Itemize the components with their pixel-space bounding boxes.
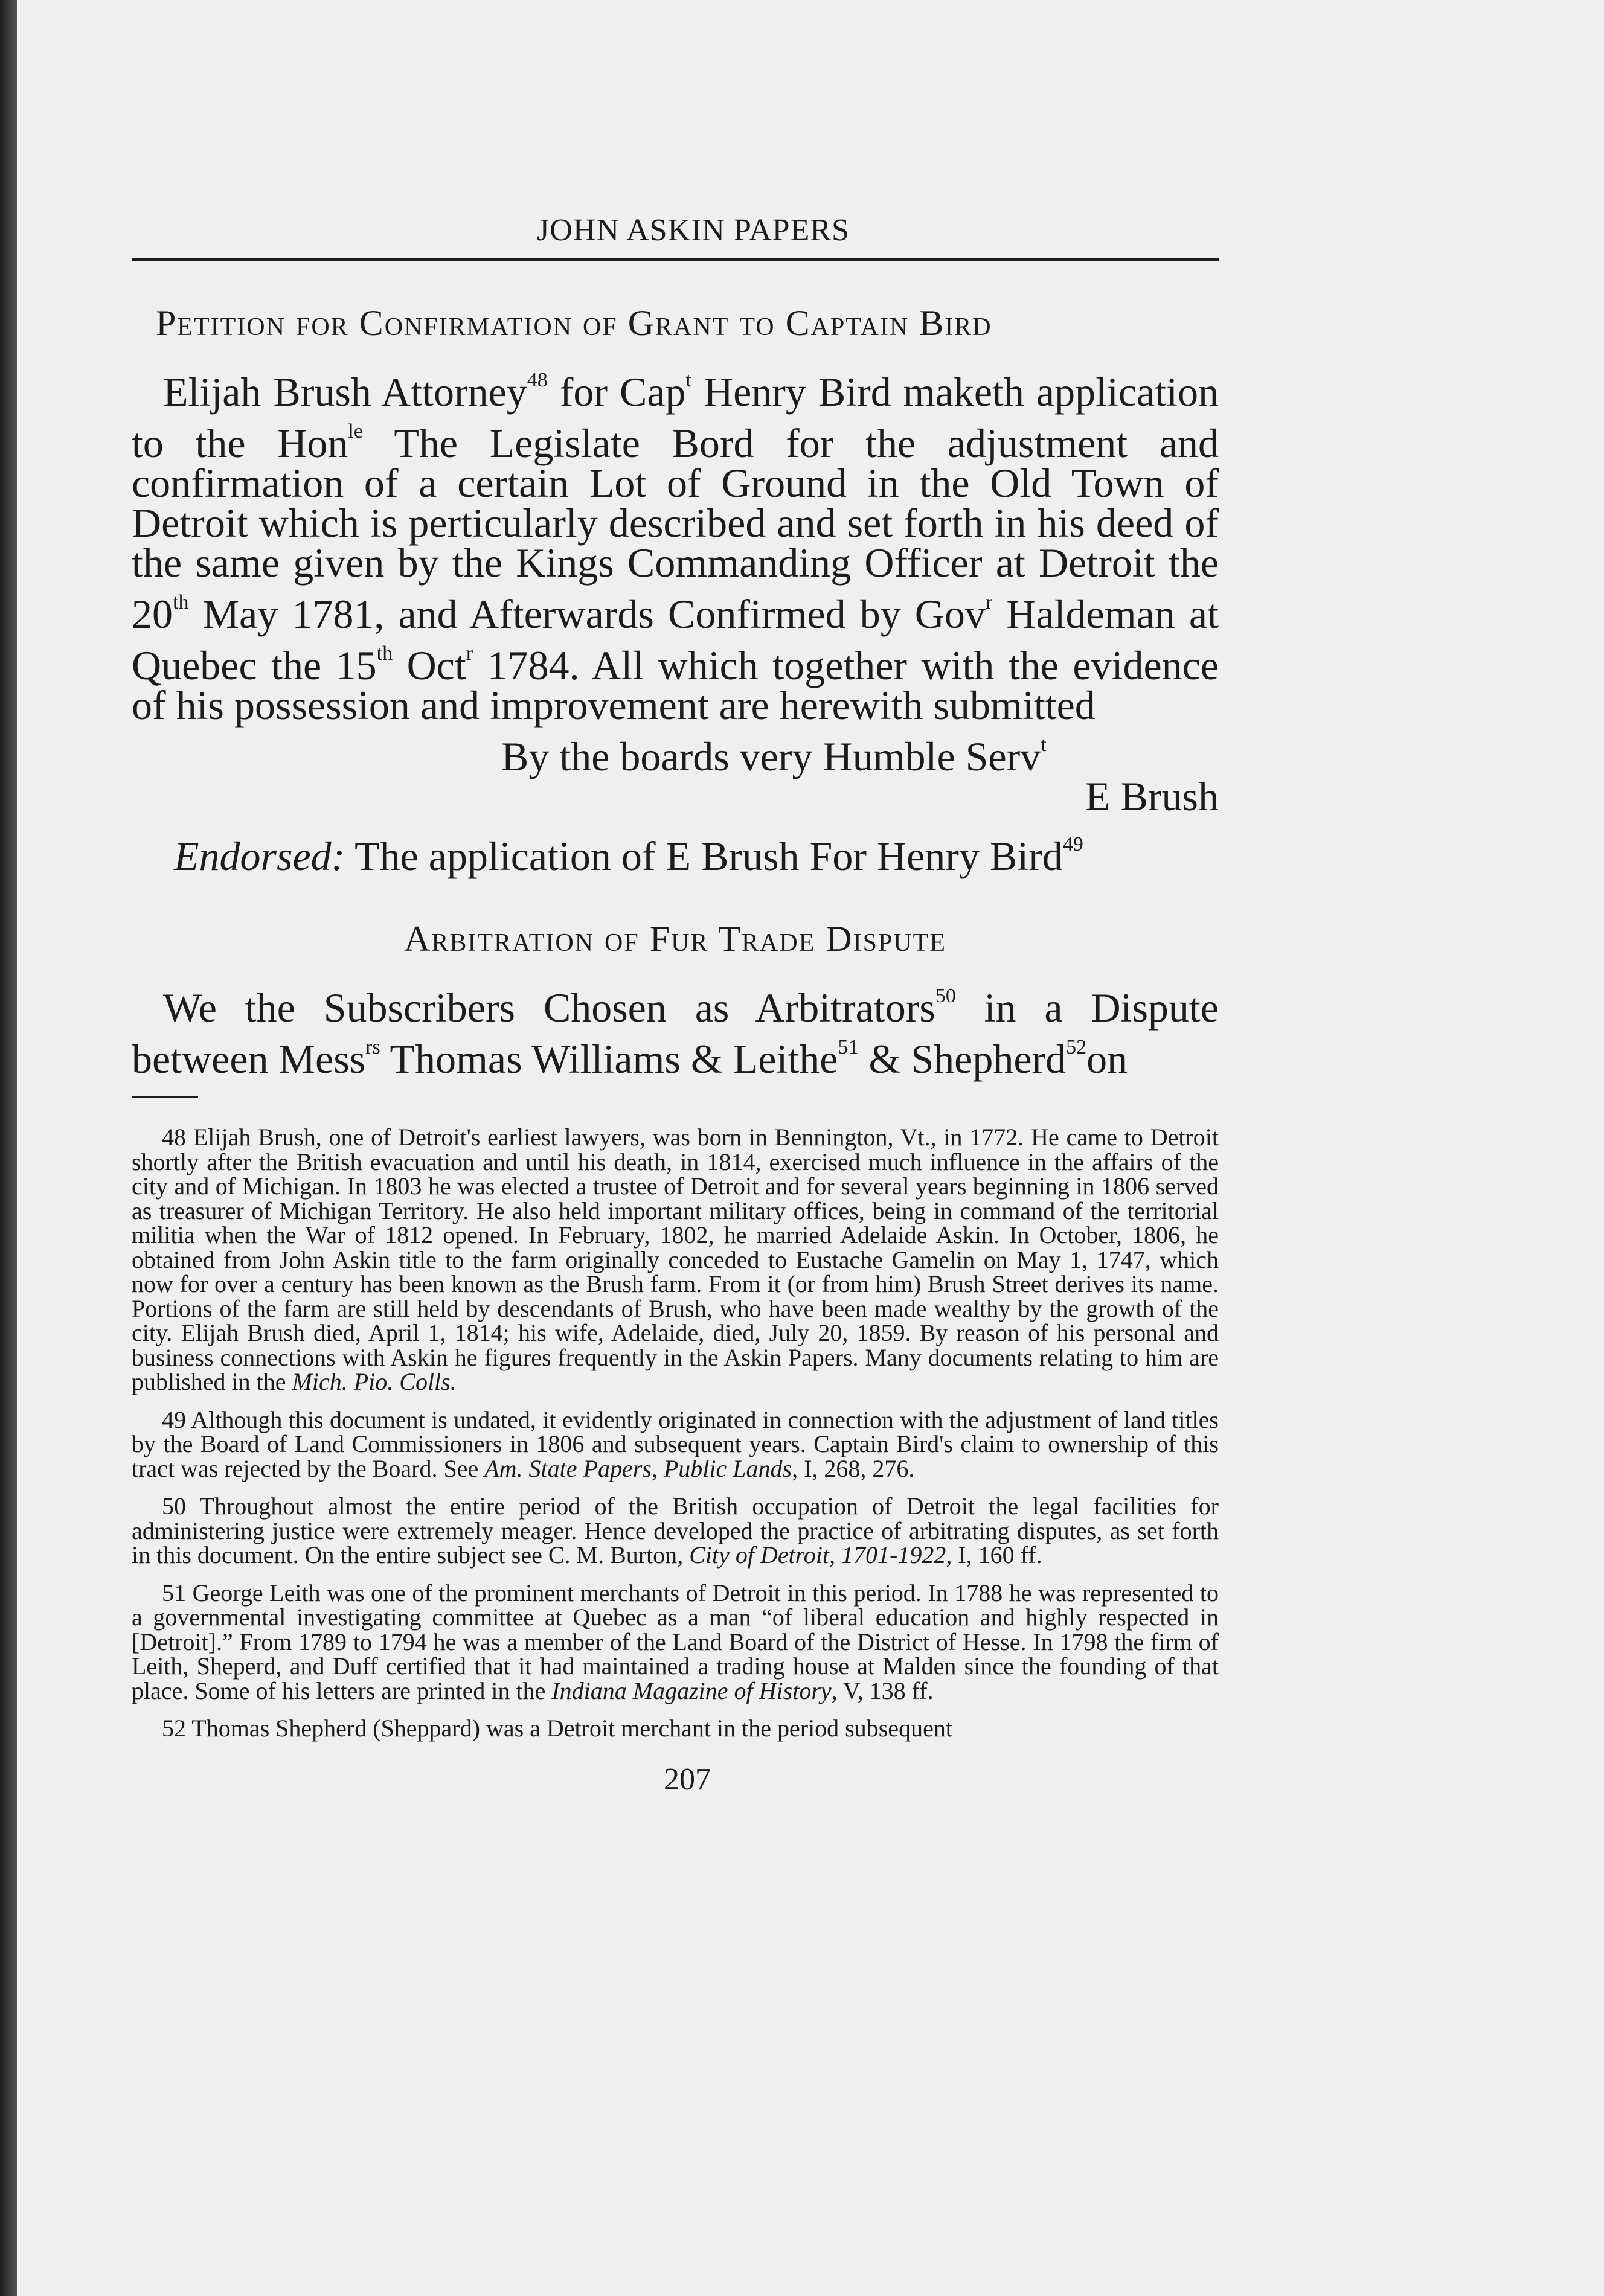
closing-text: By the boards very Humble Serv	[501, 734, 1041, 779]
note-ref-50: 50	[935, 985, 956, 1007]
footnote-text: Although this document is undated, it evidently originated in connection with the adjustment of land titles by the Board of Land Commissioners in 1806 and subsequent years. Captain Bird's claim to ownership of this tract was rejected by the Board. See	[132, 1405, 1219, 1482]
superscript-abbrev: rs	[365, 1036, 380, 1058]
footnote-49	[132, 1405, 1219, 1482]
arbitration-text: on	[1086, 1036, 1128, 1082]
superscript-abbrev: r	[985, 591, 993, 613]
footnote-text: Elijah Brush, one of Detroit's earliest lawyers, was born in Bennington, Vt., in 1772. He came to Detroit shortly after the British evacuation and until his death, in 1814, exercised much influence in the affairs of the city and of Michigan. In 1803 he was elected a trustee of Detroit and for several years beginning in 1806 served as treasurer of Michigan Territory. He also held important military offices, being in command of the territorial militia when the War of 1812 opened. In February, 1802, he married Adelaide Askin. In October, 1806, he obtained from John Askin title to the farm originally conceded to Eustache Gamelin on May 1, 1747, which now for over a century has been known as the Brush farm. From it (or from him) Brush Street derives its name. Portions of the farm are still held by descendants of Brush, who have been made wealthy by the growth of the city. Elijah Brush died, April 1, 1814; his wife, Adelaide, died, July 20, 1859. By reason of his personal and business connections with Askin he figures frequently in the Askin Papers. Many documents relating to him are published in the	[132, 1124, 1219, 1395]
header-rule	[132, 258, 1219, 261]
running-head: JOHN ASKIN PAPERS	[537, 213, 850, 248]
arbitration-text: in a Dispute between Mess	[132, 985, 1219, 1082]
note-ref-49: 49	[1062, 833, 1083, 855]
section-title-arbitration: Arbitration of Fur Trade Dispute	[404, 919, 946, 959]
endorsed-label: Endorsed:	[174, 833, 345, 879]
footnote-50	[132, 1494, 1219, 1568]
footnote-number: 50	[162, 1492, 186, 1520]
scan-edge-shadow	[0, 0, 18, 2296]
endorsement	[132, 825, 1219, 879]
petition-text: Elijah Brush Attorney	[163, 369, 527, 415]
petition-text: May 1781, and Afterwards Confirmed by Gov	[188, 591, 986, 637]
footnote-citation: Mich. Pio. Colls.	[292, 1368, 457, 1395]
footnote-citation: Indiana Magazine of History	[551, 1677, 832, 1704]
petition-text: Haldeman at Quebec the 15	[132, 591, 1219, 688]
footnote-text: , I, 268, 276.	[792, 1454, 915, 1482]
footnote-52	[132, 1716, 1219, 1741]
superscript-abbrev: le	[348, 420, 363, 443]
petition-text: for Cap	[547, 369, 686, 415]
footnote-text: Thomas Shepherd (Sheppard) was a Detroit merchant in the period subsequent	[191, 1715, 952, 1742]
arbitration-body	[132, 976, 1219, 1082]
arbitration-text: We the Subscribers Chosen as Arbitrators	[163, 985, 935, 1031]
section-title-petition: Petition for Confirmation of Grant to Captain Bird	[156, 303, 992, 343]
footnote-text: George Leith was one of the prominent merchants of Detroit in this period. In 1788 he was represented to a governmental investigating committee at Quebec as a man “of liberal education and highly respected in [Detroit].” From 1789 to 1794 he was a member of the Land Board of the District of Hesse. In 1798 the firm of Leith, Sheperd, and Duff certified that it had maintained a trading house at Malden since the founding of that place. Some of his letters are printed in the	[132, 1579, 1219, 1704]
superscript-abbrev: t	[685, 369, 692, 391]
footnotes	[132, 1125, 1219, 1741]
petition-text: 1784. All which together with the evidence of his possession and improvement are herewith submitted	[132, 642, 1219, 728]
footnote-text: , I, 160 ff.	[946, 1541, 1042, 1569]
footnote-rule	[132, 1096, 198, 1098]
arbitration-text: Thomas Williams & Leithe	[380, 1036, 838, 1082]
superscript-abbrev: r	[466, 642, 473, 665]
footnote-number: 48	[162, 1124, 186, 1151]
page-content	[132, 205, 1219, 1797]
superscript-abbrev: th	[173, 591, 189, 613]
note-ref-48: 48	[527, 369, 548, 391]
note-ref-51: 51	[838, 1036, 859, 1058]
footnote-48	[132, 1125, 1219, 1395]
footnote-number: 51	[162, 1579, 186, 1607]
closing-salutation	[132, 725, 1219, 779]
endorsed-text: The application of E Brush For Henry Bird	[345, 833, 1063, 879]
book-page	[17, 0, 1604, 2296]
footnote-51	[132, 1581, 1219, 1704]
petition-paragraph	[132, 360, 1219, 728]
footnote-text: Throughout almost the entire period of the British occupation of Detroit the legal facilities for administering justice were extremely meager. Hence developed the practice of arbitrating disputes, as set forth in this document. On the entire subject see C. M. Burton,	[132, 1492, 1219, 1569]
footnote-number: 52	[162, 1715, 186, 1742]
petition-text: Henry Bird maketh application to the Hon	[132, 369, 1219, 466]
page-number: 207	[664, 1762, 711, 1797]
petition-body	[132, 360, 1219, 879]
signature: E Brush	[1085, 773, 1219, 819]
footnote-number: 49	[162, 1405, 186, 1433]
arbitration-text: & Shepherd	[858, 1036, 1067, 1082]
petition-text: Oct	[393, 642, 466, 688]
superscript-abbrev: th	[376, 642, 393, 665]
footnote-citation: Am. State Papers, Public Lands	[484, 1454, 792, 1482]
petition-text: The Legislate Bord for the adjustment and confirmation of a certain Lot of Ground in the Old Town of Detroit which is perticularly described and set forth in his deed of the same given by the Kings Commanding Officer at Detroit the 20	[132, 420, 1219, 637]
footnote-citation: City of Detroit, 1701-1922	[689, 1541, 946, 1569]
arbitration-paragraph	[132, 976, 1219, 1082]
footnote-text: , V, 138 ff.	[831, 1677, 934, 1704]
note-ref-52: 52	[1066, 1036, 1087, 1058]
superscript-abbrev: t	[1041, 734, 1047, 756]
